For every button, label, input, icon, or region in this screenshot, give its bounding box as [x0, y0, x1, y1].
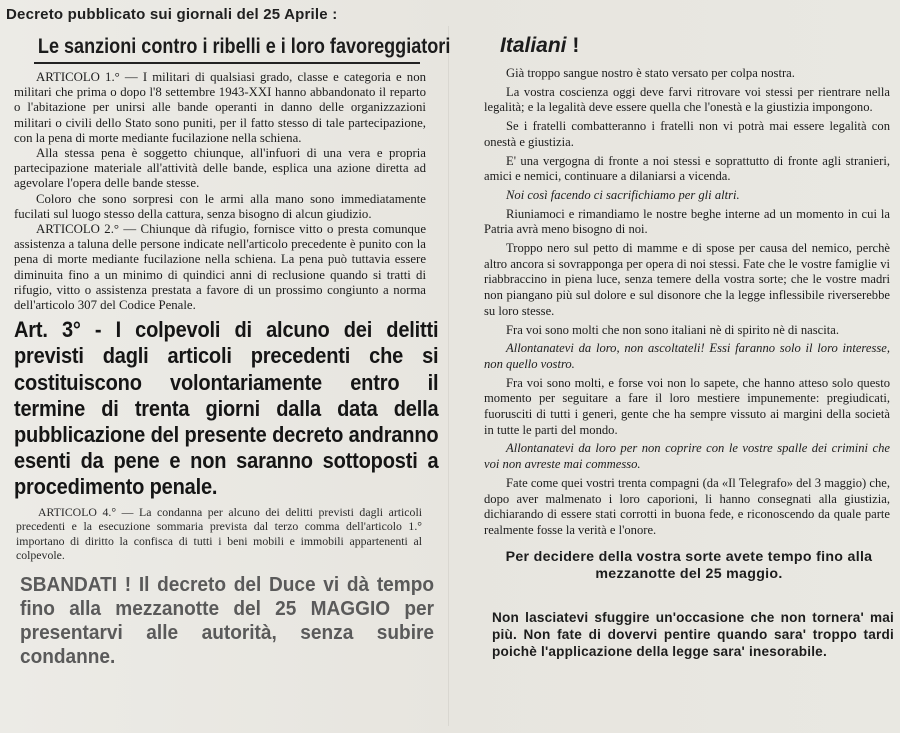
article-1-paragraph-2: Alla stessa pena è soggetto chiunque, all'infuori di una vera e propria partecipazione materiale all'attività delle bande, esplica una azione diretta ad agevolare l'opera delle bande stesse. [14, 146, 426, 191]
appeal-paragraph-10: Fra voi sono molti, e forse voi non lo sapete, che hanno atteso solo questo momento per seguitare a fare il loro mestiere impunemente: pregiudicati, fuorusciti di tutti i generi, gente che ha sempre vissuto ai margini della società in tutte le parti del mondo. [484, 375, 890, 437]
article-1-paragraph-3: Coloro che sono sorpresi con le armi alla mano sono immediatamente fucilati sul luogo stesso della cattura, senza bisogno di alcun giudizio. [14, 191, 426, 221]
appeal-paragraph-1: Già troppo sangue nostro è stato versato per colpa nostra. [506, 66, 795, 80]
decree-column [4, 30, 451, 730]
appeal-paragraph-3: Se i fratelli combatteranno i fratelli non vi potrà mai essere legalità con onestà e giustizia. [484, 119, 890, 149]
appeal-paragraph-11: Allontanatevi da loro per non coprire con le vostre spalle dei crimini che voi non avreste mai commesso. [484, 441, 890, 472]
decree-title: Le sanzioni contro i ribelli e i loro favoreggiatori [37, 34, 451, 58]
publication-line: Decreto pubblicato sui giornali del 25 Aprile : [6, 6, 338, 23]
article-2: ARTICOLO 2.° — Chiunque dà rifugio, fornisce vitto o presta comunque assistenza a taluna delle persone indicate nell'articolo precedente è punito con la pena di morte mediante fucilazione nella schiena. La pena può tuttavia essere diminuita fino a un minimo di quindici anni di reclusione quando si tratti di rifugio, vitto o assistenza prestata a favore di un prossimo congiunto a norma dell'articolo 307 del Codice Penale. [14, 222, 426, 313]
appeal-paragraph-6: Riuniamoci e rimandiamo le nostre beghe interne ad un momento in cui la Patria avrà meno bisogno di noi. [484, 206, 890, 237]
sbandati-notice: SBANDATI ! Il decreto del Duce vi dà tempo fino alla mezzanotte del 25 MAGGIO per presentarvi alle autorità, senza subire condanne. [20, 573, 435, 669]
appeal-paragraph-4: E' una vergogna di fronte a noi stessi e soprattutto di fronte agli stranieri, amici e nemici, continuare a dilaniarsi a vicenda. [484, 153, 890, 184]
appeal-body [484, 66, 890, 539]
appeal-column [470, 30, 894, 730]
deadline-notice: Per decidere della vostra sorte avete tempo fino alla mezzanotte del 25 maggio. [505, 548, 873, 582]
appeal-paragraph-5: Noi così facendo ci sacrifichiamo per gli altri. [506, 187, 740, 202]
column-divider [448, 26, 449, 726]
articles-1-2 [14, 70, 426, 313]
article-4: ARTICOLO 4.° — La condanna per alcuno dei delitti previsti dagli articoli precedenti e la esecuzione sommaria prevista dal terzo comma dell'articolo 1.° importano di diritto la confisca di tutti i beni mobili e immobili appartenenti al colpevole. [16, 504, 422, 563]
title-underline [34, 62, 420, 64]
appeal-title [500, 34, 894, 58]
appeal-paragraph-9: Allontanatevi da loro, non ascoltateli! Essi faranno solo il loro interesse, non quello vostro. [484, 341, 890, 371]
article-1-paragraph-1: ARTICOLO 1.° — I militari di qualsiasi grado, classe e categoria e non militari che prima o dopo l'8 settembre 1943-XXI hanno abbandonato il reparto o l'abitazione per unirsi alle bande operanti in danno delle organizzazioni militari o civili dello Stato sono puniti, per il fatto stesso di tale partecipazione, con la pena di morte mediante fucilazione nella schiena. [14, 70, 426, 145]
article-3: Art. 3° - I colpevoli di alcuno dei delitti previsti dagli articoli precedenti che si costituiscono volontariamente entro il termine di trenta giorni dalla data della pubblicazione del presente decreto andranno esenti da pene e non saranno sottoposti a procedimento penale. [14, 317, 439, 500]
appeal-paragraph-7: Troppo nero sul petto di mamme e di spose per causa del nemico, perchè altro ancora si sovrapponga per opera di noi stessi. Fate che le vostre famiglie vi riabbraccino in piena luce, senza temere della vostra sorte; che le vostre madri non piangano più sul dolore e sul disonore che la legge inflessibile riverserebbe su loro stesse. [484, 241, 890, 318]
appeal-paragraph-12: Fate come quei vostri trenta compagni (da «Il Telegrafo» del 3 maggio) che, dopo aver malmenato i loro caporioni, li hanno consegnati alla giustizia, dichiarando di essere stati corrotti in buona fede, e riconoscendo da quale parte realmente fosse la verità e l'onore. [484, 475, 890, 537]
article-4-block [16, 505, 422, 563]
final-warning: Non lasciatevi sfuggire un'occasione che non tornera' mai più. Non fate di dovervi pentire quando sara' troppo tardi poichè l'applicazione della legge sara' inesorabile. [492, 609, 894, 659]
appeal-paragraph-8: Fra voi sono molti che non sono italiani nè di spirito nè di nascita. [506, 322, 839, 337]
appeal-title-mark: ! [566, 34, 580, 57]
appeal-paragraph-2: La vostra coscienza oggi deve farvi ritrovare voi stessi per rientrare nella legalità; e la legalità deve essere quella che l'onestà e la giustizia impongono. [484, 84, 890, 115]
appeal-title-text: Italiani [500, 34, 567, 57]
